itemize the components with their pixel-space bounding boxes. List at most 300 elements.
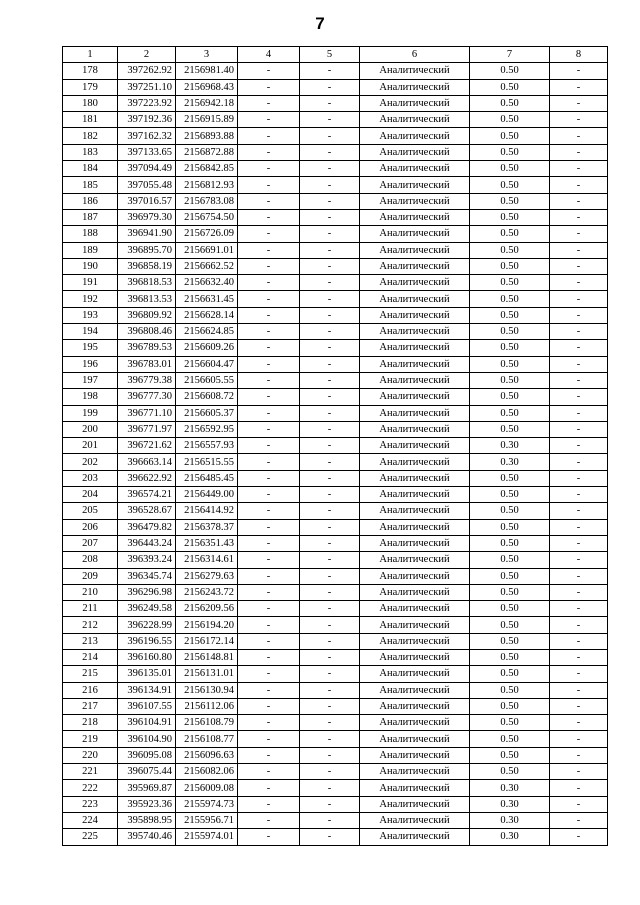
y-coordinate-cell: 2156842.85 [176, 161, 238, 177]
column-4-cell: - [238, 193, 300, 209]
y-coordinate-cell: 2156130.94 [176, 682, 238, 698]
column-5-cell: - [300, 715, 360, 731]
column-4-cell: - [238, 487, 300, 503]
accuracy-cell: 0.50 [470, 535, 550, 551]
column-4-cell: - [238, 731, 300, 747]
column-4-cell: - [238, 340, 300, 356]
column-5-cell: - [300, 356, 360, 372]
method-cell: Аналитический [360, 829, 470, 845]
column-4-cell: - [238, 112, 300, 128]
column-4-cell: - [238, 161, 300, 177]
column-header: 8 [550, 47, 608, 63]
point-number-cell: 224 [63, 812, 118, 828]
accuracy-cell: 0.50 [470, 291, 550, 307]
column-5-cell: - [300, 389, 360, 405]
column-8-cell: - [550, 63, 608, 79]
x-coordinate-cell: 397094.49 [118, 161, 176, 177]
column-header: 1 [63, 47, 118, 63]
accuracy-cell: 0.50 [470, 63, 550, 79]
x-coordinate-cell: 395969.87 [118, 780, 176, 796]
method-cell: Аналитический [360, 487, 470, 503]
table-row [63, 682, 608, 698]
x-coordinate-cell: 396160.80 [118, 649, 176, 665]
x-coordinate-cell: 396345.74 [118, 568, 176, 584]
x-coordinate-cell: 396393.24 [118, 552, 176, 568]
table-row [63, 356, 608, 372]
accuracy-cell: 0.50 [470, 503, 550, 519]
column-8-cell: - [550, 682, 608, 698]
y-coordinate-cell: 2156314.61 [176, 552, 238, 568]
point-number-cell: 220 [63, 747, 118, 763]
accuracy-cell: 0.50 [470, 275, 550, 291]
column-5-cell: - [300, 112, 360, 128]
x-coordinate-cell: 396813.53 [118, 291, 176, 307]
column-4-cell: - [238, 438, 300, 454]
point-number-cell: 186 [63, 193, 118, 209]
column-5-cell: - [300, 617, 360, 633]
method-cell: Аналитический [360, 764, 470, 780]
y-coordinate-cell: 2156351.43 [176, 535, 238, 551]
point-number-cell: 208 [63, 552, 118, 568]
y-coordinate-cell: 2156662.52 [176, 258, 238, 274]
column-8-cell: - [550, 503, 608, 519]
x-coordinate-cell: 396196.55 [118, 633, 176, 649]
accuracy-cell: 0.50 [470, 666, 550, 682]
accuracy-cell: 0.50 [470, 79, 550, 95]
column-8-cell: - [550, 356, 608, 372]
column-5-cell: - [300, 454, 360, 470]
point-number-cell: 219 [63, 731, 118, 747]
method-cell: Аналитический [360, 470, 470, 486]
y-coordinate-cell: 2156108.77 [176, 731, 238, 747]
y-coordinate-cell: 2156631.45 [176, 291, 238, 307]
method-cell: Аналитический [360, 682, 470, 698]
method-cell: Аналитический [360, 356, 470, 372]
point-number-cell: 198 [63, 389, 118, 405]
column-8-cell: - [550, 617, 608, 633]
accuracy-cell: 0.50 [470, 177, 550, 193]
column-8-cell: - [550, 209, 608, 225]
x-coordinate-cell: 396809.92 [118, 307, 176, 323]
accuracy-cell: 0.50 [470, 307, 550, 323]
point-number-cell: 199 [63, 405, 118, 421]
column-5-cell: - [300, 177, 360, 193]
table-row [63, 796, 608, 812]
x-coordinate-cell: 396104.90 [118, 731, 176, 747]
column-4-cell: - [238, 372, 300, 388]
table-row [63, 438, 608, 454]
column-5-cell: - [300, 666, 360, 682]
column-5-cell: - [300, 698, 360, 714]
accuracy-cell: 0.50 [470, 161, 550, 177]
point-number-cell: 203 [63, 470, 118, 486]
column-8-cell: - [550, 649, 608, 665]
x-coordinate-cell: 396095.08 [118, 747, 176, 763]
y-coordinate-cell: 2156209.56 [176, 601, 238, 617]
column-5-cell: - [300, 128, 360, 144]
column-8-cell: - [550, 764, 608, 780]
y-coordinate-cell: 2156148.81 [176, 649, 238, 665]
y-coordinate-cell: 2156915.89 [176, 112, 238, 128]
x-coordinate-cell: 396228.99 [118, 617, 176, 633]
column-5-cell: - [300, 161, 360, 177]
y-coordinate-cell: 2156981.40 [176, 63, 238, 79]
x-coordinate-cell: 396818.53 [118, 275, 176, 291]
column-4-cell: - [238, 503, 300, 519]
method-cell: Аналитический [360, 275, 470, 291]
method-cell: Аналитический [360, 193, 470, 209]
column-5-cell: - [300, 682, 360, 698]
method-cell: Аналитический [360, 454, 470, 470]
x-coordinate-cell: 396622.92 [118, 470, 176, 486]
page-number: 7 [315, 14, 325, 33]
point-number-cell: 207 [63, 535, 118, 551]
column-4-cell: - [238, 209, 300, 225]
point-number-cell: 192 [63, 291, 118, 307]
accuracy-cell: 0.50 [470, 144, 550, 160]
column-5-cell: - [300, 79, 360, 95]
column-8-cell: - [550, 340, 608, 356]
accuracy-cell: 0.50 [470, 617, 550, 633]
accuracy-cell: 0.50 [470, 682, 550, 698]
table-row [63, 649, 608, 665]
y-coordinate-cell: 2156414.92 [176, 503, 238, 519]
method-cell: Аналитический [360, 324, 470, 340]
point-number-cell: 182 [63, 128, 118, 144]
accuracy-cell: 0.30 [470, 796, 550, 812]
method-cell: Аналитический [360, 535, 470, 551]
column-4-cell: - [238, 747, 300, 763]
x-coordinate-cell: 396075.44 [118, 764, 176, 780]
table-row [63, 340, 608, 356]
column-5-cell: - [300, 226, 360, 242]
x-coordinate-cell: 396104.91 [118, 715, 176, 731]
y-coordinate-cell: 2156172.14 [176, 633, 238, 649]
column-5-cell: - [300, 95, 360, 111]
method-cell: Аналитический [360, 796, 470, 812]
x-coordinate-cell: 396443.24 [118, 535, 176, 551]
method-cell: Аналитический [360, 698, 470, 714]
table-row [63, 698, 608, 714]
x-coordinate-cell: 396895.70 [118, 242, 176, 258]
column-8-cell: - [550, 144, 608, 160]
point-number-cell: 216 [63, 682, 118, 698]
column-8-cell: - [550, 79, 608, 95]
y-coordinate-cell: 2156726.09 [176, 226, 238, 242]
x-coordinate-cell: 396528.67 [118, 503, 176, 519]
accuracy-cell: 0.50 [470, 649, 550, 665]
column-5-cell: - [300, 405, 360, 421]
column-8-cell: - [550, 715, 608, 731]
table-row [63, 812, 608, 828]
column-8-cell: - [550, 177, 608, 193]
column-4-cell: - [238, 812, 300, 828]
column-5-cell: - [300, 503, 360, 519]
x-coordinate-cell: 396779.38 [118, 372, 176, 388]
x-coordinate-cell: 396479.82 [118, 519, 176, 535]
column-header: 3 [176, 47, 238, 63]
method-cell: Аналитический [360, 340, 470, 356]
method-cell: Аналитический [360, 568, 470, 584]
table-row [63, 747, 608, 763]
column-8-cell: - [550, 698, 608, 714]
column-4-cell: - [238, 226, 300, 242]
y-coordinate-cell: 2156605.55 [176, 372, 238, 388]
table-row [63, 503, 608, 519]
y-coordinate-cell: 2156515.55 [176, 454, 238, 470]
x-coordinate-cell: 396777.30 [118, 389, 176, 405]
column-4-cell: - [238, 780, 300, 796]
point-number-cell: 221 [63, 764, 118, 780]
table-row [63, 405, 608, 421]
column-5-cell: - [300, 780, 360, 796]
column-8-cell: - [550, 275, 608, 291]
x-coordinate-cell: 396296.98 [118, 584, 176, 600]
method-cell: Аналитический [360, 307, 470, 323]
column-5-cell: - [300, 291, 360, 307]
table-row [63, 519, 608, 535]
accuracy-cell: 0.50 [470, 226, 550, 242]
point-number-cell: 225 [63, 829, 118, 845]
column-8-cell: - [550, 307, 608, 323]
column-5-cell: - [300, 568, 360, 584]
x-coordinate-cell: 395898.95 [118, 812, 176, 828]
y-coordinate-cell: 2156604.47 [176, 356, 238, 372]
accuracy-cell: 0.50 [470, 389, 550, 405]
method-cell: Аналитический [360, 144, 470, 160]
column-4-cell: - [238, 63, 300, 79]
table-row [63, 177, 608, 193]
accuracy-cell: 0.30 [470, 812, 550, 828]
column-8-cell: - [550, 731, 608, 747]
accuracy-cell: 0.50 [470, 193, 550, 209]
table-row [63, 242, 608, 258]
point-number-cell: 195 [63, 340, 118, 356]
column-header: 2 [118, 47, 176, 63]
y-coordinate-cell: 2156783.08 [176, 193, 238, 209]
table-row [63, 307, 608, 323]
column-4-cell: - [238, 764, 300, 780]
method-cell: Аналитический [360, 209, 470, 225]
column-4-cell: - [238, 324, 300, 340]
table-row [63, 161, 608, 177]
accuracy-cell: 0.50 [470, 421, 550, 437]
accuracy-cell: 0.50 [470, 584, 550, 600]
column-5-cell: - [300, 649, 360, 665]
column-header: 7 [470, 47, 550, 63]
column-5-cell: - [300, 438, 360, 454]
y-coordinate-cell: 2156449.00 [176, 487, 238, 503]
column-5-cell: - [300, 633, 360, 649]
accuracy-cell: 0.50 [470, 487, 550, 503]
accuracy-cell: 0.50 [470, 209, 550, 225]
accuracy-cell: 0.30 [470, 780, 550, 796]
x-coordinate-cell: 396771.10 [118, 405, 176, 421]
method-cell: Аналитический [360, 372, 470, 388]
method-cell: Аналитический [360, 405, 470, 421]
x-coordinate-cell: 397192.36 [118, 112, 176, 128]
table-row [63, 372, 608, 388]
column-8-cell: - [550, 161, 608, 177]
column-5-cell: - [300, 519, 360, 535]
point-number-cell: 184 [63, 161, 118, 177]
column-5-cell: - [300, 812, 360, 828]
y-coordinate-cell: 2156632.40 [176, 275, 238, 291]
column-4-cell: - [238, 796, 300, 812]
point-number-cell: 201 [63, 438, 118, 454]
point-number-cell: 183 [63, 144, 118, 160]
column-8-cell: - [550, 324, 608, 340]
table-row [63, 780, 608, 796]
point-number-cell: 187 [63, 209, 118, 225]
column-8-cell: - [550, 258, 608, 274]
column-8-cell: - [550, 552, 608, 568]
column-8-cell: - [550, 193, 608, 209]
point-number-cell: 214 [63, 649, 118, 665]
table-row [63, 487, 608, 503]
column-4-cell: - [238, 421, 300, 437]
column-5-cell: - [300, 275, 360, 291]
column-8-cell: - [550, 601, 608, 617]
y-coordinate-cell: 2156557.93 [176, 438, 238, 454]
point-number-cell: 193 [63, 307, 118, 323]
accuracy-cell: 0.50 [470, 128, 550, 144]
method-cell: Аналитический [360, 63, 470, 79]
x-coordinate-cell: 395923.36 [118, 796, 176, 812]
y-coordinate-cell: 2155974.01 [176, 829, 238, 845]
point-number-cell: 185 [63, 177, 118, 193]
method-cell: Аналитический [360, 177, 470, 193]
column-8-cell: - [550, 812, 608, 828]
column-4-cell: - [238, 829, 300, 845]
x-coordinate-cell: 397055.48 [118, 177, 176, 193]
x-coordinate-cell: 397223.92 [118, 95, 176, 111]
column-8-cell: - [550, 535, 608, 551]
point-number-cell: 180 [63, 95, 118, 111]
y-coordinate-cell: 2156628.14 [176, 307, 238, 323]
x-coordinate-cell: 397251.10 [118, 79, 176, 95]
method-cell: Аналитический [360, 601, 470, 617]
accuracy-cell: 0.50 [470, 356, 550, 372]
column-4-cell: - [238, 682, 300, 698]
method-cell: Аналитический [360, 519, 470, 535]
table-row [63, 731, 608, 747]
column-5-cell: - [300, 324, 360, 340]
column-8-cell: - [550, 372, 608, 388]
method-cell: Аналитический [360, 584, 470, 600]
table-row [63, 324, 608, 340]
accuracy-cell: 0.30 [470, 454, 550, 470]
point-number-cell: 191 [63, 275, 118, 291]
x-coordinate-cell: 396941.90 [118, 226, 176, 242]
column-4-cell: - [238, 242, 300, 258]
point-number-cell: 205 [63, 503, 118, 519]
column-4-cell: - [238, 584, 300, 600]
point-number-cell: 210 [63, 584, 118, 600]
column-5-cell: - [300, 307, 360, 323]
y-coordinate-cell: 2156378.37 [176, 519, 238, 535]
column-8-cell: - [550, 226, 608, 242]
column-5-cell: - [300, 372, 360, 388]
column-5-cell: - [300, 796, 360, 812]
point-number-cell: 181 [63, 112, 118, 128]
point-number-cell: 178 [63, 63, 118, 79]
method-cell: Аналитический [360, 128, 470, 144]
column-5-cell: - [300, 601, 360, 617]
method-cell: Аналитический [360, 258, 470, 274]
column-4-cell: - [238, 307, 300, 323]
y-coordinate-cell: 2156096.63 [176, 747, 238, 763]
column-8-cell: - [550, 112, 608, 128]
method-cell: Аналитический [360, 747, 470, 763]
column-5-cell: - [300, 552, 360, 568]
table-row [63, 209, 608, 225]
column-8-cell: - [550, 487, 608, 503]
method-cell: Аналитический [360, 291, 470, 307]
column-4-cell: - [238, 95, 300, 111]
column-4-cell: - [238, 568, 300, 584]
y-coordinate-cell: 2156691.01 [176, 242, 238, 258]
column-8-cell: - [550, 666, 608, 682]
point-number-cell: 211 [63, 601, 118, 617]
column-8-cell: - [550, 389, 608, 405]
table-row [63, 95, 608, 111]
column-5-cell: - [300, 829, 360, 845]
method-cell: Аналитический [360, 226, 470, 242]
table-row [63, 275, 608, 291]
column-8-cell: - [550, 128, 608, 144]
method-cell: Аналитический [360, 389, 470, 405]
column-8-cell: - [550, 438, 608, 454]
column-4-cell: - [238, 454, 300, 470]
point-number-cell: 196 [63, 356, 118, 372]
table-row [63, 389, 608, 405]
x-coordinate-cell: 397133.65 [118, 144, 176, 160]
point-number-cell: 189 [63, 242, 118, 258]
table-row [63, 454, 608, 470]
point-number-cell: 212 [63, 617, 118, 633]
point-number-cell: 209 [63, 568, 118, 584]
x-coordinate-cell: 396721.62 [118, 438, 176, 454]
table-row [63, 63, 608, 79]
column-4-cell: - [238, 666, 300, 682]
column-5-cell: - [300, 258, 360, 274]
column-4-cell: - [238, 356, 300, 372]
method-cell: Аналитический [360, 633, 470, 649]
y-coordinate-cell: 2155974.73 [176, 796, 238, 812]
column-header: 5 [300, 47, 360, 63]
column-4-cell: - [238, 258, 300, 274]
accuracy-cell: 0.50 [470, 601, 550, 617]
x-coordinate-cell: 396135.01 [118, 666, 176, 682]
table-row [63, 715, 608, 731]
column-4-cell: - [238, 405, 300, 421]
point-number-cell: 197 [63, 372, 118, 388]
x-coordinate-cell: 396771.97 [118, 421, 176, 437]
method-cell: Аналитический [360, 112, 470, 128]
method-cell: Аналитический [360, 438, 470, 454]
y-coordinate-cell: 2156112.06 [176, 698, 238, 714]
table-row [63, 112, 608, 128]
column-4-cell: - [238, 698, 300, 714]
column-8-cell: - [550, 519, 608, 535]
table-row [63, 193, 608, 209]
y-coordinate-cell: 2156592.95 [176, 421, 238, 437]
column-5-cell: - [300, 340, 360, 356]
column-4-cell: - [238, 633, 300, 649]
method-cell: Аналитический [360, 617, 470, 633]
x-coordinate-cell: 396249.58 [118, 601, 176, 617]
